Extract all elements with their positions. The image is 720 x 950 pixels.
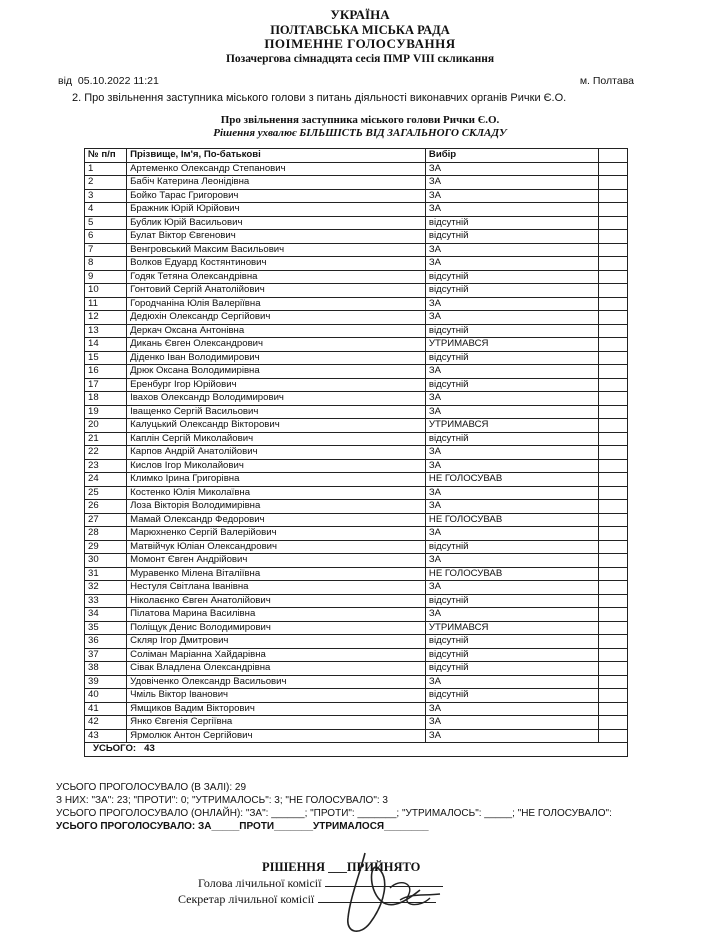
vote-choice: ЗА <box>425 176 599 190</box>
table-row <box>85 257 628 271</box>
deputy-name: Костенко Юлія Миколаївна <box>127 486 426 500</box>
blank-cell <box>599 351 628 365</box>
country-title: УКРАЇНА <box>330 7 390 22</box>
row-number: 31 <box>85 567 127 581</box>
table-row <box>85 392 628 406</box>
table-row <box>85 378 628 392</box>
row-number: 22 <box>85 446 127 460</box>
deputy-name: Венгровський Максим Васильович <box>127 243 426 257</box>
table-row <box>85 311 628 325</box>
blank-cell <box>599 675 628 689</box>
column-header-number: № п/п <box>85 149 127 163</box>
deputy-name: Еренбург Ігор Юрійович <box>127 378 426 392</box>
vote-choice: УТРИМАВСЯ <box>425 338 599 352</box>
blank-cell <box>599 230 628 244</box>
row-number: 41 <box>85 702 127 716</box>
deputy-name: Ямщиков Вадим Вікторович <box>127 702 426 716</box>
vote-choice: відсутній <box>425 662 599 676</box>
table-row <box>85 567 628 581</box>
blank-cell <box>599 284 628 298</box>
deputy-name: Волков Едуард Костянтинович <box>127 257 426 271</box>
row-number: 19 <box>85 405 127 419</box>
deputy-name: Дрюк Оксана Володимирівна <box>127 365 426 379</box>
row-number: 26 <box>85 500 127 514</box>
row-number: 20 <box>85 419 127 433</box>
table-row <box>85 689 628 703</box>
summary-total: УСЬОГО ПРОГОЛОСУВАЛО: ЗА_____ПРОТИ_______УТРИМАЛОСЯ________ <box>56 821 429 832</box>
row-number: 33 <box>85 594 127 608</box>
column-header-name: Прізвище, Ім'я, По-батькові <box>127 149 426 163</box>
blank-cell <box>599 716 628 730</box>
vote-choice: ЗА <box>425 608 599 622</box>
row-number: 2 <box>85 176 127 190</box>
row-number: 34 <box>85 608 127 622</box>
vote-choice: ЗА <box>425 365 599 379</box>
deputy-name: Марюхненко Сергій Валерійович <box>127 527 426 541</box>
table-row <box>85 473 628 487</box>
row-number: 15 <box>85 351 127 365</box>
blank-cell <box>599 311 628 325</box>
table-row <box>85 176 628 190</box>
vote-choice: ЗА <box>425 675 599 689</box>
row-number: 37 <box>85 648 127 662</box>
blank-cell <box>599 365 628 379</box>
vote-choice: НЕ ГОЛОСУВАВ <box>425 473 599 487</box>
table-row <box>85 621 628 635</box>
blank-cell <box>599 729 628 743</box>
table-row <box>85 459 628 473</box>
blank-cell <box>599 270 628 284</box>
vote-choice: ЗА <box>425 716 599 730</box>
table-header-row <box>85 149 628 163</box>
summary-hall: УСЬОГО ПРОГОЛОСУВАЛО (В ЗАЛІ): 29 <box>56 782 247 793</box>
deputy-name: Пілатова Марина Василівна <box>127 608 426 622</box>
row-number: 17 <box>85 378 127 392</box>
row-number: 3 <box>85 189 127 203</box>
blank-cell <box>599 702 628 716</box>
row-number: 40 <box>85 689 127 703</box>
deputy-name: Бабіч Катерина Леонідівна <box>127 176 426 190</box>
table-row <box>85 486 628 500</box>
deputy-name: Карпов Андрій Анатолійович <box>127 446 426 460</box>
blank-cell <box>599 473 628 487</box>
blank-cell <box>599 257 628 271</box>
blank-cell <box>599 567 628 581</box>
table-row <box>85 338 628 352</box>
vote-choice: відсутній <box>425 324 599 338</box>
vote-choice: ЗА <box>425 581 599 595</box>
table-row <box>85 729 628 743</box>
blank-cell <box>599 689 628 703</box>
table-row <box>85 324 628 338</box>
vote-choice: відсутній <box>425 270 599 284</box>
row-number: 16 <box>85 365 127 379</box>
table-row <box>85 500 628 514</box>
blank-cell <box>599 635 628 649</box>
blank-cell <box>599 176 628 190</box>
row-number: 4 <box>85 203 127 217</box>
vote-choice: ЗА <box>425 729 599 743</box>
table-row <box>85 351 628 365</box>
decision-subtitle-block <box>0 114 720 140</box>
deputy-name: Поліщук Денис Володимирович <box>127 621 426 635</box>
row-number: 43 <box>85 729 127 743</box>
blank-cell <box>599 486 628 500</box>
row-number: 27 <box>85 513 127 527</box>
row-number: 10 <box>85 284 127 298</box>
table-row <box>85 540 628 554</box>
deputy-name: Муравенко Мілена Віталіївна <box>127 567 426 581</box>
vote-choice: відсутній <box>425 689 599 703</box>
deputy-name: Бойко Тарас Григорович <box>127 189 426 203</box>
row-number: 21 <box>85 432 127 446</box>
blank-cell <box>599 662 628 676</box>
vote-choice: ЗА <box>425 446 599 460</box>
vote-choice: відсутній <box>425 378 599 392</box>
deputy-name: Каплін Сергій Миколайович <box>127 432 426 446</box>
agenda-question: 2. Про звільнення заступника міського голови з питань діяльності виконавчих органів Рички Є.О. <box>72 92 567 104</box>
row-number: 39 <box>85 675 127 689</box>
deputy-name: Ніколаєнко Євген Анатолійович <box>127 594 426 608</box>
blank-cell <box>599 297 628 311</box>
deputy-name: Деркач Оксана Антонівна <box>127 324 426 338</box>
vote-choice: відсутній <box>425 432 599 446</box>
vote-choice: ЗА <box>425 297 599 311</box>
vote-choice: ЗА <box>425 486 599 500</box>
row-number: 18 <box>85 392 127 406</box>
blank-cell <box>599 648 628 662</box>
table-row <box>85 608 628 622</box>
row-number: 25 <box>85 486 127 500</box>
blank-cell <box>599 527 628 541</box>
row-number: 12 <box>85 311 127 325</box>
column-header-choice: Вибір <box>425 149 599 163</box>
row-number: 13 <box>85 324 127 338</box>
blank-cell <box>599 540 628 554</box>
blank-cell <box>599 216 628 230</box>
deputy-name: Соліман Маріанна Хайдарівна <box>127 648 426 662</box>
commission-head-label: Голова лічильної комісії <box>198 876 322 890</box>
table-row <box>85 419 628 433</box>
vote-choice: відсутній <box>425 594 599 608</box>
date-prefix: від <box>58 75 73 87</box>
table-row <box>85 527 628 541</box>
decision-rule: Рішення ухвалює БІЛЬШІСТЬ ВІД ЗАГАЛЬНОГО СКЛАДУ <box>213 127 507 140</box>
vote-choice: УТРИМАВСЯ <box>425 419 599 433</box>
deputy-name: Матвійчук Юліан Олександрович <box>127 540 426 554</box>
blank-cell <box>599 621 628 635</box>
table-row <box>85 716 628 730</box>
table-row <box>85 162 628 176</box>
blank-cell <box>599 189 628 203</box>
vote-choice: ЗА <box>425 459 599 473</box>
deputy-name: Дикань Євген Олександрович <box>127 338 426 352</box>
commission-secretary-label: Секретар лічильної комісії <box>178 892 315 906</box>
blank-cell <box>599 446 628 460</box>
table-row <box>85 405 628 419</box>
deputy-name: Скляр Ігор Дмитрович <box>127 635 426 649</box>
deputy-name: Момонт Євген Андрійович <box>127 554 426 568</box>
table-row <box>85 270 628 284</box>
document-type-title: ПОІМЕННЕ ГОЛОСУВАННЯ <box>264 36 456 52</box>
row-number: 36 <box>85 635 127 649</box>
deputy-name: Калуцький Олександр Вікторович <box>127 419 426 433</box>
deputy-name: Кислов Ігор Миколайович <box>127 459 426 473</box>
vote-choice: ЗА <box>425 500 599 514</box>
table-row <box>85 203 628 217</box>
table-row <box>85 662 628 676</box>
vote-summary <box>56 781 660 833</box>
blank-cell <box>599 378 628 392</box>
table-row <box>85 675 628 689</box>
deputy-name: Булат Віктор Євгенович <box>127 230 426 244</box>
city: м. Полтава <box>579 75 634 87</box>
deputy-name: Іващенко Сергій Васильович <box>127 405 426 419</box>
vote-choice: ЗА <box>425 554 599 568</box>
session-title: Позачергова сімнадцята сесія ПМР VIII скликання <box>225 53 495 66</box>
deputy-name: Чміль Віктор Іванович <box>127 689 426 703</box>
blank-cell <box>599 338 628 352</box>
deputy-name: Бублик Юрій Васильович <box>127 216 426 230</box>
summary-online: УСЬОГО ПРОГОЛОСУВАЛО (ОНЛАЙН): "ЗА": ______; "ПРОТИ": _______; "УТРИМАЛОСЬ": _____; "НЕ ГОЛОСУВАЛО": <box>56 808 612 819</box>
vote-choice: НЕ ГОЛОСУВАВ <box>425 567 599 581</box>
vote-choice: ЗА <box>425 405 599 419</box>
table-row <box>85 554 628 568</box>
blank-cell <box>599 419 628 433</box>
council-title: ПОЛТАВСЬКА МІСЬКА РАДА <box>270 22 450 37</box>
table-row <box>85 581 628 595</box>
row-number: 29 <box>85 540 127 554</box>
vote-choice: відсутній <box>425 216 599 230</box>
total-value: 43 <box>144 743 155 755</box>
row-number: 38 <box>85 662 127 676</box>
deputy-name: Сівак Владлена Олександрівна <box>127 662 426 676</box>
row-number: 23 <box>85 459 127 473</box>
table-row <box>85 702 628 716</box>
blank-cell <box>599 581 628 595</box>
blank-cell <box>599 608 628 622</box>
blank-cell <box>599 243 628 257</box>
row-number: 30 <box>85 554 127 568</box>
deputy-name: Мамай Олександр Федорович <box>127 513 426 527</box>
row-number: 1 <box>85 162 127 176</box>
table-row <box>85 189 628 203</box>
voting-table <box>84 148 628 757</box>
vote-choice: ЗА <box>425 162 599 176</box>
vote-choice: ЗА <box>425 392 599 406</box>
deputy-name: Дедюхін Олександр Сергійович <box>127 311 426 325</box>
vote-date: 05.10.2022 11:21 <box>77 75 159 87</box>
vote-choice: відсутній <box>425 635 599 649</box>
decision-subtitle: Про звільнення заступника міського голови Рички Є.О. <box>220 114 500 126</box>
total-label: УСЬОГО: <box>93 743 137 755</box>
deputy-name: Гонтовий Сергій Анатолійович <box>127 284 426 298</box>
table-row <box>85 230 628 244</box>
deputy-name: Ярмолюк Антон Сергійович <box>127 729 426 743</box>
blank-cell <box>599 459 628 473</box>
vote-choice: ЗА <box>425 257 599 271</box>
deputy-name: Діденко Іван Володимирович <box>127 351 426 365</box>
row-number: 6 <box>85 230 127 244</box>
blank-cell <box>599 513 628 527</box>
table-row <box>85 297 628 311</box>
vote-choice: відсутній <box>425 351 599 365</box>
deputy-name: Удовіченко Олександр Васильович <box>127 675 426 689</box>
total-row <box>85 743 628 757</box>
vote-choice: ЗА <box>425 311 599 325</box>
vote-choice: ЗА <box>425 243 599 257</box>
table-row <box>85 432 628 446</box>
table-row <box>85 446 628 460</box>
deputy-name: Климко Ірина Григорівна <box>127 473 426 487</box>
vote-choice: відсутній <box>425 284 599 298</box>
handwritten-signature <box>330 848 450 943</box>
row-number: 35 <box>85 621 127 635</box>
table-row <box>85 594 628 608</box>
table-row <box>85 216 628 230</box>
deputy-name: Нестуля Світлана Іванівна <box>127 581 426 595</box>
blank-cell <box>599 162 628 176</box>
table-row <box>85 243 628 257</box>
blank-cell <box>599 405 628 419</box>
row-number: 9 <box>85 270 127 284</box>
deputy-name: Янко Євгенія Сергіївна <box>127 716 426 730</box>
blank-cell <box>599 203 628 217</box>
vote-choice: відсутній <box>425 648 599 662</box>
row-number: 11 <box>85 297 127 311</box>
date-line <box>58 75 634 87</box>
table-row <box>85 513 628 527</box>
vote-choice: ЗА <box>425 189 599 203</box>
table-row <box>85 284 628 298</box>
table-row <box>85 635 628 649</box>
blank-cell <box>599 500 628 514</box>
deputy-name: Лоза Вікторія Володимирівна <box>127 500 426 514</box>
row-number: 7 <box>85 243 127 257</box>
row-number: 32 <box>85 581 127 595</box>
blank-cell <box>599 432 628 446</box>
blank-cell <box>599 594 628 608</box>
vote-choice: ЗА <box>425 527 599 541</box>
row-number: 8 <box>85 257 127 271</box>
row-number: 28 <box>85 527 127 541</box>
blank-cell <box>599 554 628 568</box>
row-number: 5 <box>85 216 127 230</box>
vote-choice: ЗА <box>425 702 599 716</box>
vote-choice: НЕ ГОЛОСУВАВ <box>425 513 599 527</box>
vote-choice: УТРИМАВСЯ <box>425 621 599 635</box>
table-row <box>85 365 628 379</box>
row-number: 42 <box>85 716 127 730</box>
row-number: 24 <box>85 473 127 487</box>
deputy-name: Городчаніна Юлія Валеріївна <box>127 297 426 311</box>
vote-choice: відсутній <box>425 230 599 244</box>
vote-choice: відсутній <box>425 540 599 554</box>
deputy-name: Артеменко Олександр Степанович <box>127 162 426 176</box>
blank-cell <box>599 392 628 406</box>
summary-breakdown: З НИХ: "ЗА": 23; "ПРОТИ": 0; "УТРИМАЛОСЬ": 3; "НЕ ГОЛОСУВАЛО": 3 <box>56 795 388 806</box>
row-number: 14 <box>85 338 127 352</box>
decision-result: РІШЕННЯ ___ПРИЙНЯТО <box>262 860 421 874</box>
column-header-blank <box>599 149 628 163</box>
table-row <box>85 648 628 662</box>
vote-choice: ЗА <box>425 203 599 217</box>
deputy-name: Годяк Тетяна Олександрівна <box>127 270 426 284</box>
deputy-name: Івахов Олександр Володимирович <box>127 392 426 406</box>
blank-cell <box>599 324 628 338</box>
deputy-name: Бражник Юрій Юрійович <box>127 203 426 217</box>
